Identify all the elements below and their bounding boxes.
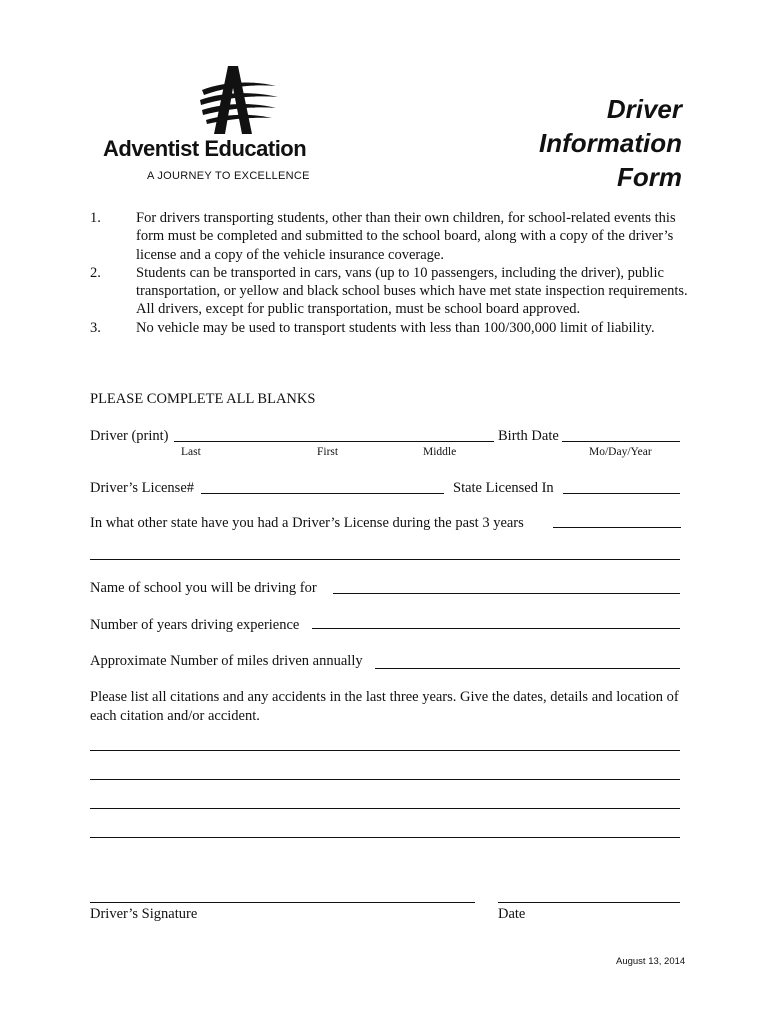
other-state-input-line[interactable] (553, 527, 681, 528)
form-title-line-2: Information (539, 128, 682, 158)
miles-driven-input-line[interactable] (375, 668, 680, 669)
citations-input-line-4[interactable] (90, 837, 680, 838)
instruction-number: 2. (90, 264, 101, 281)
driving-experience-input-line[interactable] (312, 628, 680, 629)
school-name-label: Name of school you will be driving for (90, 580, 317, 596)
miles-driven-label: Approximate Number of miles driven annually (90, 653, 363, 669)
drivers-license-input-line[interactable] (201, 493, 444, 494)
name-part-last: Last (181, 446, 201, 458)
driver-name-input-line[interactable] (174, 441, 494, 442)
drivers-signature-label: Driver’s Signature (90, 906, 198, 922)
brand-name: Adventist Education (103, 136, 307, 161)
school-name-input-line[interactable] (333, 593, 680, 594)
other-state-input-line-2[interactable] (90, 559, 680, 560)
instruction-item (90, 209, 690, 264)
state-licensed-input-line[interactable] (563, 493, 680, 494)
revision-date: August 13, 2014 (616, 956, 686, 967)
form-title-line-3: Form (617, 162, 682, 192)
instruction-item (90, 319, 690, 337)
brand-tagline: A JOURNEY TO EXCELLENCE (147, 170, 310, 182)
instruction-item (90, 264, 690, 319)
other-state-label: In what other state have you had a Driver’s License during the past 3 years (90, 515, 524, 531)
adventist-education-logo-mark (192, 64, 282, 136)
instruction-number: 1. (90, 210, 101, 226)
complete-all-blanks-heading: PLEASE COMPLETE ALL BLANKS (90, 391, 316, 407)
citations-input-line-1[interactable] (90, 750, 680, 751)
name-part-first: First (317, 446, 339, 458)
instruction-text: For drivers transporting students, other than their own children, for school-related events this form must be completed and submitted to the school board, along with a copy of the driver’s license and a copy of the vehicle insurance coverage. (136, 210, 676, 263)
birth-date-label: Birth Date (498, 428, 559, 444)
birth-date-format: Mo/Day/Year (589, 446, 652, 458)
citations-label: Please list all citations and any accidents in the last three years. Give the dates, details and location of each citation and/or accident. (90, 689, 679, 724)
driving-experience-label: Number of years driving experience (90, 617, 300, 633)
signature-input-line[interactable] (90, 902, 475, 903)
citations-input-line-3[interactable] (90, 808, 680, 809)
form-title-line-1: Driver (606, 94, 682, 124)
birth-date-input-line[interactable] (562, 441, 680, 442)
signature-date-label: Date (498, 906, 526, 922)
driver-print-label: Driver (print) (90, 428, 169, 444)
name-part-middle: Middle (423, 446, 457, 458)
instruction-text: No vehicle may be used to transport students with less than 100/300,000 limit of liability. (136, 319, 655, 336)
instruction-list (90, 209, 690, 337)
state-licensed-label: State Licensed In (453, 480, 554, 496)
citations-input-line-2[interactable] (90, 779, 680, 780)
instruction-number: 3. (90, 319, 101, 336)
signature-date-input-line[interactable] (498, 902, 680, 903)
drivers-license-label: Driver’s License# (90, 480, 195, 496)
instruction-text: Students can be transported in cars, vans (up to 10 passengers, including the driver), public transportation, or yellow and black school buses which have met state inspection requirements. All drivers, except for public transportation, must be school board approved. (136, 264, 688, 318)
